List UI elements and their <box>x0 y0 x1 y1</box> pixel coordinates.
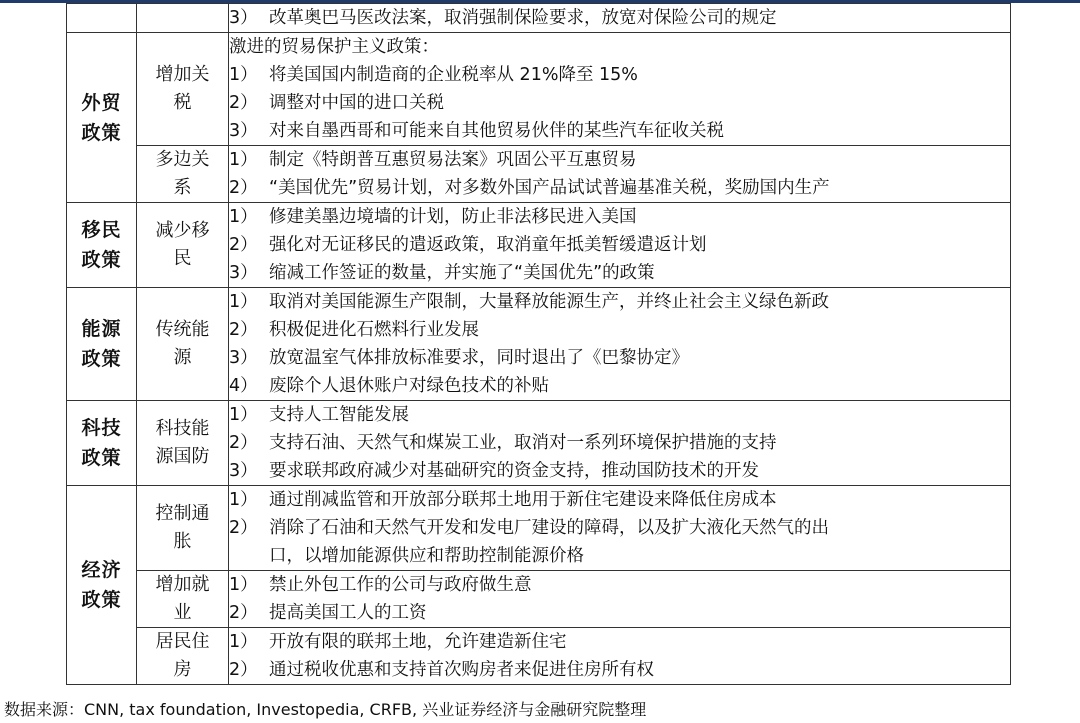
subcategory-cell <box>137 33 229 146</box>
item-number: 3） <box>229 121 258 141</box>
policy-item <box>229 344 1010 372</box>
policy-item <box>229 33 1010 61</box>
item-text: 通过削减监管和开放部分联邦土地用于新住宅建设来降低住房成本 <box>269 490 777 510</box>
category-cell <box>67 401 137 486</box>
category-cell <box>67 288 137 401</box>
category-label: 政策 <box>81 447 122 469</box>
policy-item <box>229 429 1010 457</box>
item-text: 要求联邦政府减少对基础研究的资金支持，推动国防技术的开发 <box>269 461 759 481</box>
item-number: 2） <box>229 603 258 623</box>
subcategory-label: 系 <box>173 177 192 198</box>
subcategory-label: 民 <box>173 248 192 269</box>
item-number: 3） <box>229 461 258 481</box>
item-text: 缩减工作签证的数量，并实施了“美国优先”的政策 <box>269 263 655 283</box>
policy-item <box>229 61 1010 89</box>
category-label: 科技 <box>81 417 122 439</box>
policy-item <box>229 457 1010 485</box>
item-text: 提高美国工人的工资 <box>269 603 427 623</box>
policy-items-cell <box>229 146 1011 203</box>
item-text: 改革奥巴马医改法案，取消强制保险要求，放宽对保险公司的规定 <box>269 8 777 28</box>
policy-items-cell <box>229 33 1011 146</box>
policy-item <box>229 231 1010 259</box>
policy-item <box>229 117 1010 145</box>
table-row <box>67 401 1011 486</box>
policy-item <box>229 486 1010 514</box>
subcategory-label: 居民住 <box>155 631 210 652</box>
subcategory-cell <box>137 146 229 203</box>
policy-item <box>229 628 1010 656</box>
item-number: 3） <box>229 8 258 28</box>
category-label: 政策 <box>81 121 122 144</box>
policy-items-cell <box>229 4 1011 33</box>
subcategory-label: 税 <box>173 92 192 113</box>
item-number: 1） <box>229 575 258 595</box>
item-text: 支持石油、天然气和煤炭工业，取消对一系列环境保护措施的支持 <box>269 433 777 453</box>
item-number: 2） <box>229 93 258 113</box>
subcategory-label: 传统能 <box>155 319 210 340</box>
policy-item <box>229 656 1010 684</box>
policy-table <box>66 3 1011 685</box>
item-number: 1） <box>229 490 258 510</box>
policy-table-body <box>67 4 1011 685</box>
table-row <box>67 33 1011 146</box>
category-cell <box>67 33 137 203</box>
item-text: 调整对中国的进口关税 <box>269 93 444 113</box>
policy-items-cell <box>229 571 1011 628</box>
item-number: 1） <box>229 150 258 170</box>
item-text: “美国优先”贸易计划，对多数外国产品试试普遍基准关税，奖励国内生产 <box>269 178 830 198</box>
item-text: 对来自墨西哥和可能来自其他贸易伙伴的某些汽车征收关税 <box>269 121 724 141</box>
policy-items-cell <box>229 203 1011 288</box>
item-text: 开放有限的联邦土地，允许建造新住宅 <box>269 632 567 652</box>
policy-item <box>229 514 1010 542</box>
subcategory-label: 科技能 <box>155 418 210 439</box>
policy-item <box>229 372 1010 400</box>
policy-item <box>229 203 1010 231</box>
item-text: 强化对无证移民的遣返政策，取消童年抵美暂缓遣返计划 <box>269 235 707 255</box>
item-text: 修建美墨边境墙的计划，防止非法移民进入美国 <box>269 207 637 227</box>
item-text: 禁止外包工作的公司与政府做生意 <box>269 575 532 595</box>
policy-item <box>229 259 1010 287</box>
item-text: 将美国国内制造商的企业税率从 21%降至 15% <box>269 65 638 85</box>
item-number: 2） <box>229 235 258 255</box>
item-text: 通过税收优惠和支持首次购房者来促进住房所有权 <box>269 660 654 680</box>
item-text: 废除个人退休账户对绿色技术的补贴 <box>269 376 549 396</box>
category-label: 政策 <box>81 348 122 370</box>
item-text: 口，以增加能源供应和帮助控制能源价格 <box>269 546 584 566</box>
table-row <box>67 288 1011 401</box>
item-text: 积极促进化石燃料行业发展 <box>269 320 479 340</box>
subcategory-label: 胀 <box>173 531 192 552</box>
subcategory-label: 多边关 <box>155 149 210 170</box>
category-label: 移民 <box>81 219 122 241</box>
item-text: 放宽温室气体排放标准要求，同时退出了《巴黎协定》 <box>269 348 689 368</box>
category-label: 能源 <box>81 318 122 340</box>
subcategory-label: 房 <box>173 659 192 680</box>
category-cell <box>67 486 137 685</box>
policy-item <box>229 174 1010 202</box>
item-number: 2） <box>229 320 258 340</box>
subcategory-cell <box>137 486 229 571</box>
table-row <box>67 146 1011 203</box>
subcategory-label: 源 <box>173 347 192 368</box>
subcategory-cell <box>137 401 229 486</box>
table-row <box>67 628 1011 685</box>
category-label: 经济 <box>81 559 122 581</box>
subcategory-cell <box>137 571 229 628</box>
item-text: 消除了石油和天然气开发和发电厂建设的障碍，以及扩大液化天然气的出 <box>269 518 829 538</box>
policy-item <box>229 146 1010 174</box>
item-number: 1） <box>229 405 258 425</box>
source-note: 数据来源：CNN, tax foundation, Investopedia, CRFB, 兴业证券经济与金融研究院整理 <box>4 700 647 719</box>
item-number: 3） <box>229 348 258 368</box>
item-text: 取消对美国能源生产限制，大量释放能源生产，并终止社会主义绿色新政 <box>269 292 829 312</box>
policy-items-cell <box>229 486 1011 571</box>
item-number: 2） <box>229 660 258 680</box>
item-number: 1） <box>229 292 258 312</box>
policy-item <box>229 4 1010 32</box>
policy-items-cell <box>229 288 1011 401</box>
table-row <box>67 4 1011 33</box>
subcategory-cell <box>137 288 229 401</box>
category-label: 外贸 <box>81 91 122 114</box>
subcategory-label: 控制通 <box>155 503 210 524</box>
policy-items-cell <box>229 628 1011 685</box>
policy-item <box>229 571 1010 599</box>
table-row <box>67 203 1011 288</box>
item-text: 激进的贸易保护主义政策： <box>229 37 439 57</box>
table-row <box>67 486 1011 571</box>
item-number: 1） <box>229 65 258 85</box>
table-row <box>67 571 1011 628</box>
policy-item <box>229 288 1010 316</box>
item-number: 1） <box>229 207 258 227</box>
policy-item <box>229 401 1010 429</box>
subcategory-label: 源国防 <box>155 446 210 467</box>
subcategory-cell <box>137 628 229 685</box>
category-label: 政策 <box>81 589 122 611</box>
item-number: 2） <box>229 178 258 198</box>
item-number: 3） <box>229 263 258 283</box>
item-number: 2） <box>229 518 258 538</box>
subcategory-label: 增加关 <box>155 64 210 85</box>
item-text: 支持人工智能发展 <box>269 405 409 425</box>
policy-item <box>229 89 1010 117</box>
category-cell <box>67 4 137 33</box>
subcategory-cell <box>137 203 229 288</box>
policy-item <box>229 599 1010 627</box>
item-number: 1） <box>229 632 258 652</box>
policy-item <box>229 316 1010 344</box>
category-cell <box>67 203 137 288</box>
policy-item <box>229 542 1010 570</box>
item-text: 制定《特朗普互惠贸易法案》巩固公平互惠贸易 <box>269 150 637 170</box>
subcategory-label: 减少移 <box>155 220 210 241</box>
subcategory-label: 业 <box>173 602 192 623</box>
item-number: 2） <box>229 433 258 453</box>
subcategory-label: 增加就 <box>155 574 210 595</box>
category-label: 政策 <box>81 249 122 271</box>
subcategory-cell <box>137 4 229 33</box>
item-number: 4） <box>229 376 258 396</box>
policy-items-cell <box>229 401 1011 486</box>
